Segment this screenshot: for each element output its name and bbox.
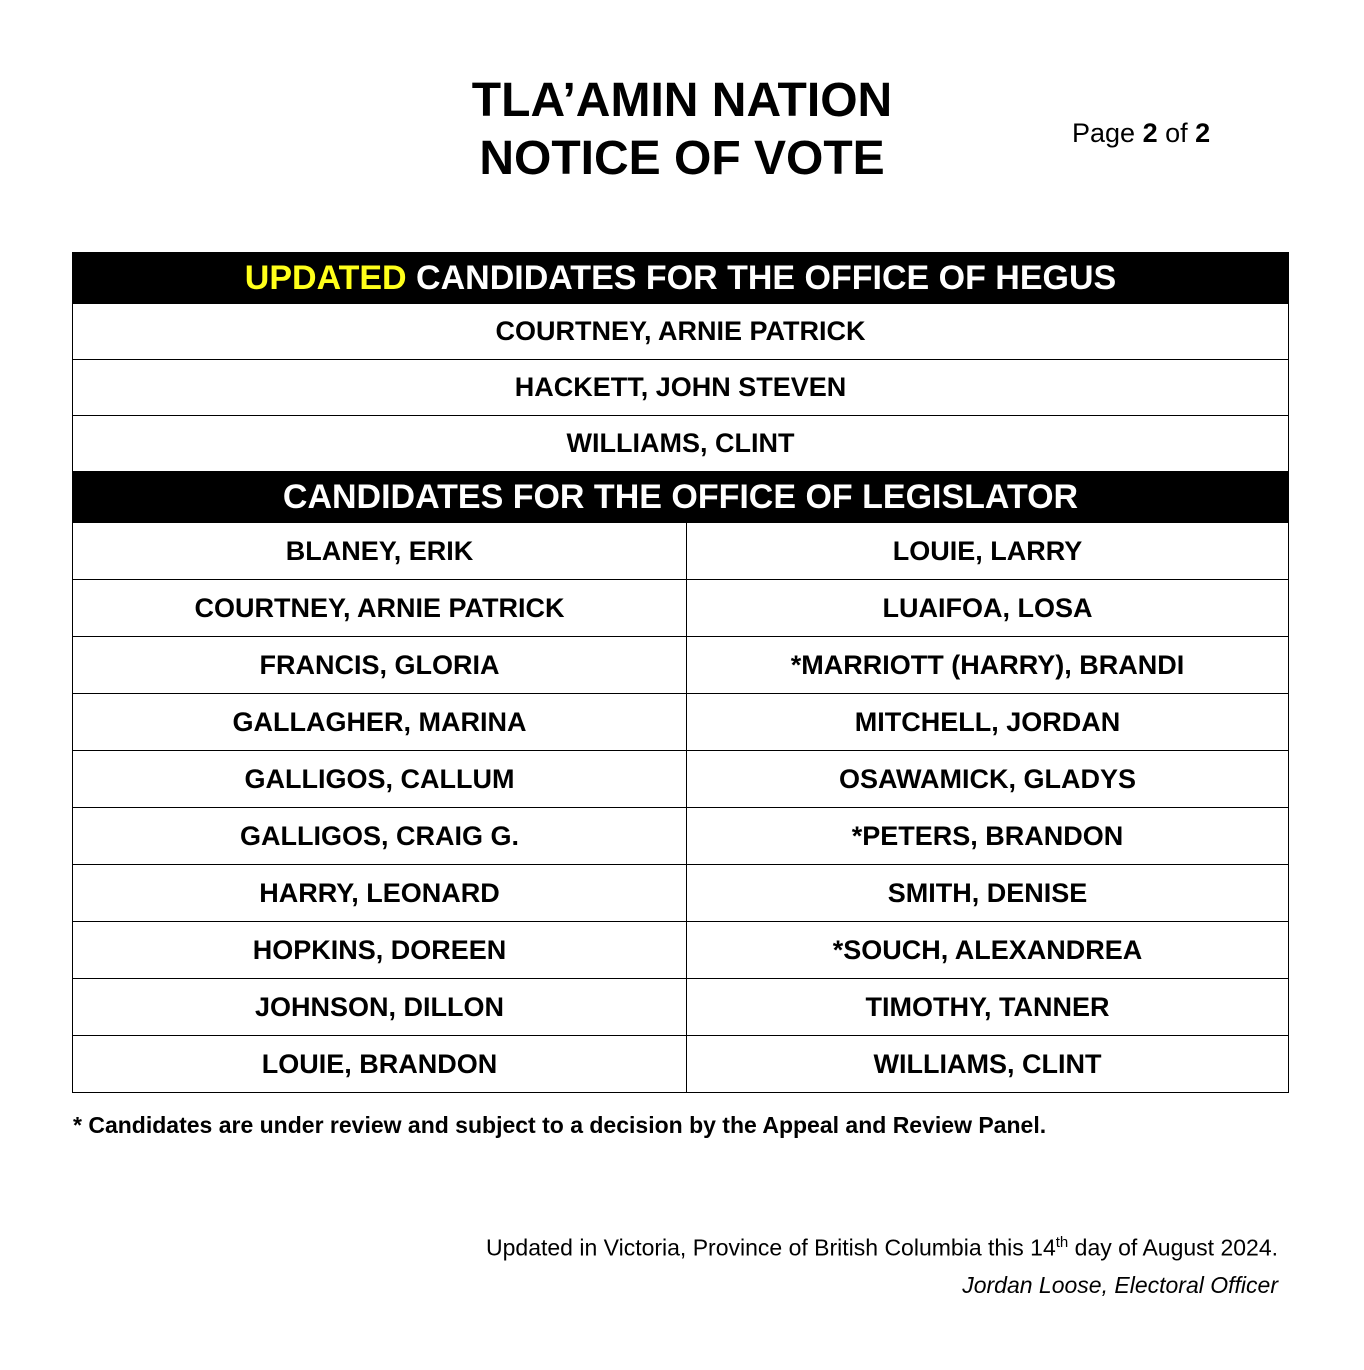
legislator-candidate-right: WILLIAMS, CLINT (687, 1036, 1289, 1093)
legislator-candidate-left: COURTNEY, ARNIE PATRICK (73, 580, 687, 637)
hegus-heading (73, 253, 1289, 304)
legislator-row (73, 865, 1289, 922)
legislator-candidate-right: *MARRIOTT (HARRY), BRANDI (687, 637, 1289, 694)
hegus-candidate-row (73, 304, 1289, 360)
electoral-officer-signature: Jordan Loose, Electoral Officer (962, 1272, 1278, 1298)
legislator-candidate-right: MITCHELL, JORDAN (687, 694, 1289, 751)
hegus-heading-row (73, 253, 1289, 304)
page-indicator (1072, 116, 1210, 150)
legislator-row (73, 751, 1289, 808)
legislator-candidate-left: HOPKINS, DOREEN (73, 922, 687, 979)
page-total: 2 (1195, 118, 1211, 148)
hegus-heading-text: CANDIDATES FOR THE OFFICE OF HEGUS (406, 258, 1117, 297)
legislator-candidate-right: *SOUCH, ALEXANDREA (687, 922, 1289, 979)
page-middle: of (1157, 118, 1196, 148)
updated-ordinal-suffix: th (1055, 1234, 1069, 1251)
legislator-row (73, 637, 1289, 694)
legislator-candidate-left: LOUIE, BRANDON (73, 1036, 687, 1093)
legislator-candidate-left: GALLIGOS, CRAIG G. (73, 808, 687, 865)
legislator-candidate-left: JOHNSON, DILLON (73, 979, 687, 1036)
legislator-candidate-left: FRANCIS, GLORIA (73, 637, 687, 694)
updated-text-before: Updated in Victoria, Province of British Columbia this 14 (486, 1234, 1056, 1261)
legislator-candidate-right: SMITH, DENISE (687, 865, 1289, 922)
title-line-nation: TLA’AMIN NATION (471, 74, 893, 127)
hegus-candidate-row (73, 360, 1289, 416)
updated-highlight: UPDATED (244, 258, 407, 297)
legislator-candidate-right: OSAWAMICK, GLADYS (687, 751, 1289, 808)
updated-statement (486, 1227, 1278, 1264)
hegus-candidate: HACKETT, JOHN STEVEN (73, 360, 1289, 416)
updated-text-after: day of August 2024. (1068, 1234, 1278, 1261)
title-line-notice: NOTICE OF VOTE (479, 132, 885, 185)
legislator-row (73, 1036, 1289, 1093)
legislator-candidate-left: GALLIGOS, CALLUM (73, 751, 687, 808)
legislator-candidate-right: LUAIFOA, LOSA (687, 580, 1289, 637)
legislator-row (73, 979, 1289, 1036)
legislator-candidate-right: TIMOTHY, TANNER (687, 979, 1289, 1036)
legislator-heading: CANDIDATES FOR THE OFFICE OF LEGISLATOR (73, 472, 1289, 523)
legislator-row (73, 580, 1289, 637)
review-footnote: * Candidates are under review and subject to a decision by the Appeal and Review Panel. (73, 1112, 1047, 1138)
hegus-candidate-row (73, 416, 1289, 472)
legislator-row (73, 694, 1289, 751)
legislator-candidate-left: HARRY, LEONARD (73, 865, 687, 922)
legislator-row (73, 922, 1289, 979)
legislator-row (73, 523, 1289, 580)
hegus-candidate: COURTNEY, ARNIE PATRICK (73, 304, 1289, 360)
document-title (382, 72, 982, 188)
page-current: 2 (1142, 118, 1158, 148)
legislator-heading-row (73, 472, 1289, 523)
legislator-candidate-left: GALLAGHER, MARINA (73, 694, 687, 751)
candidates-table (72, 252, 1289, 1093)
legislator-row (73, 808, 1289, 865)
hegus-candidate: WILLIAMS, CLINT (73, 416, 1289, 472)
legislator-candidate-left: BLANEY, ERIK (73, 523, 687, 580)
legislator-candidate-right: LOUIE, LARRY (687, 523, 1289, 580)
legislator-candidate-right: *PETERS, BRANDON (687, 808, 1289, 865)
page-prefix: Page (1072, 118, 1143, 148)
